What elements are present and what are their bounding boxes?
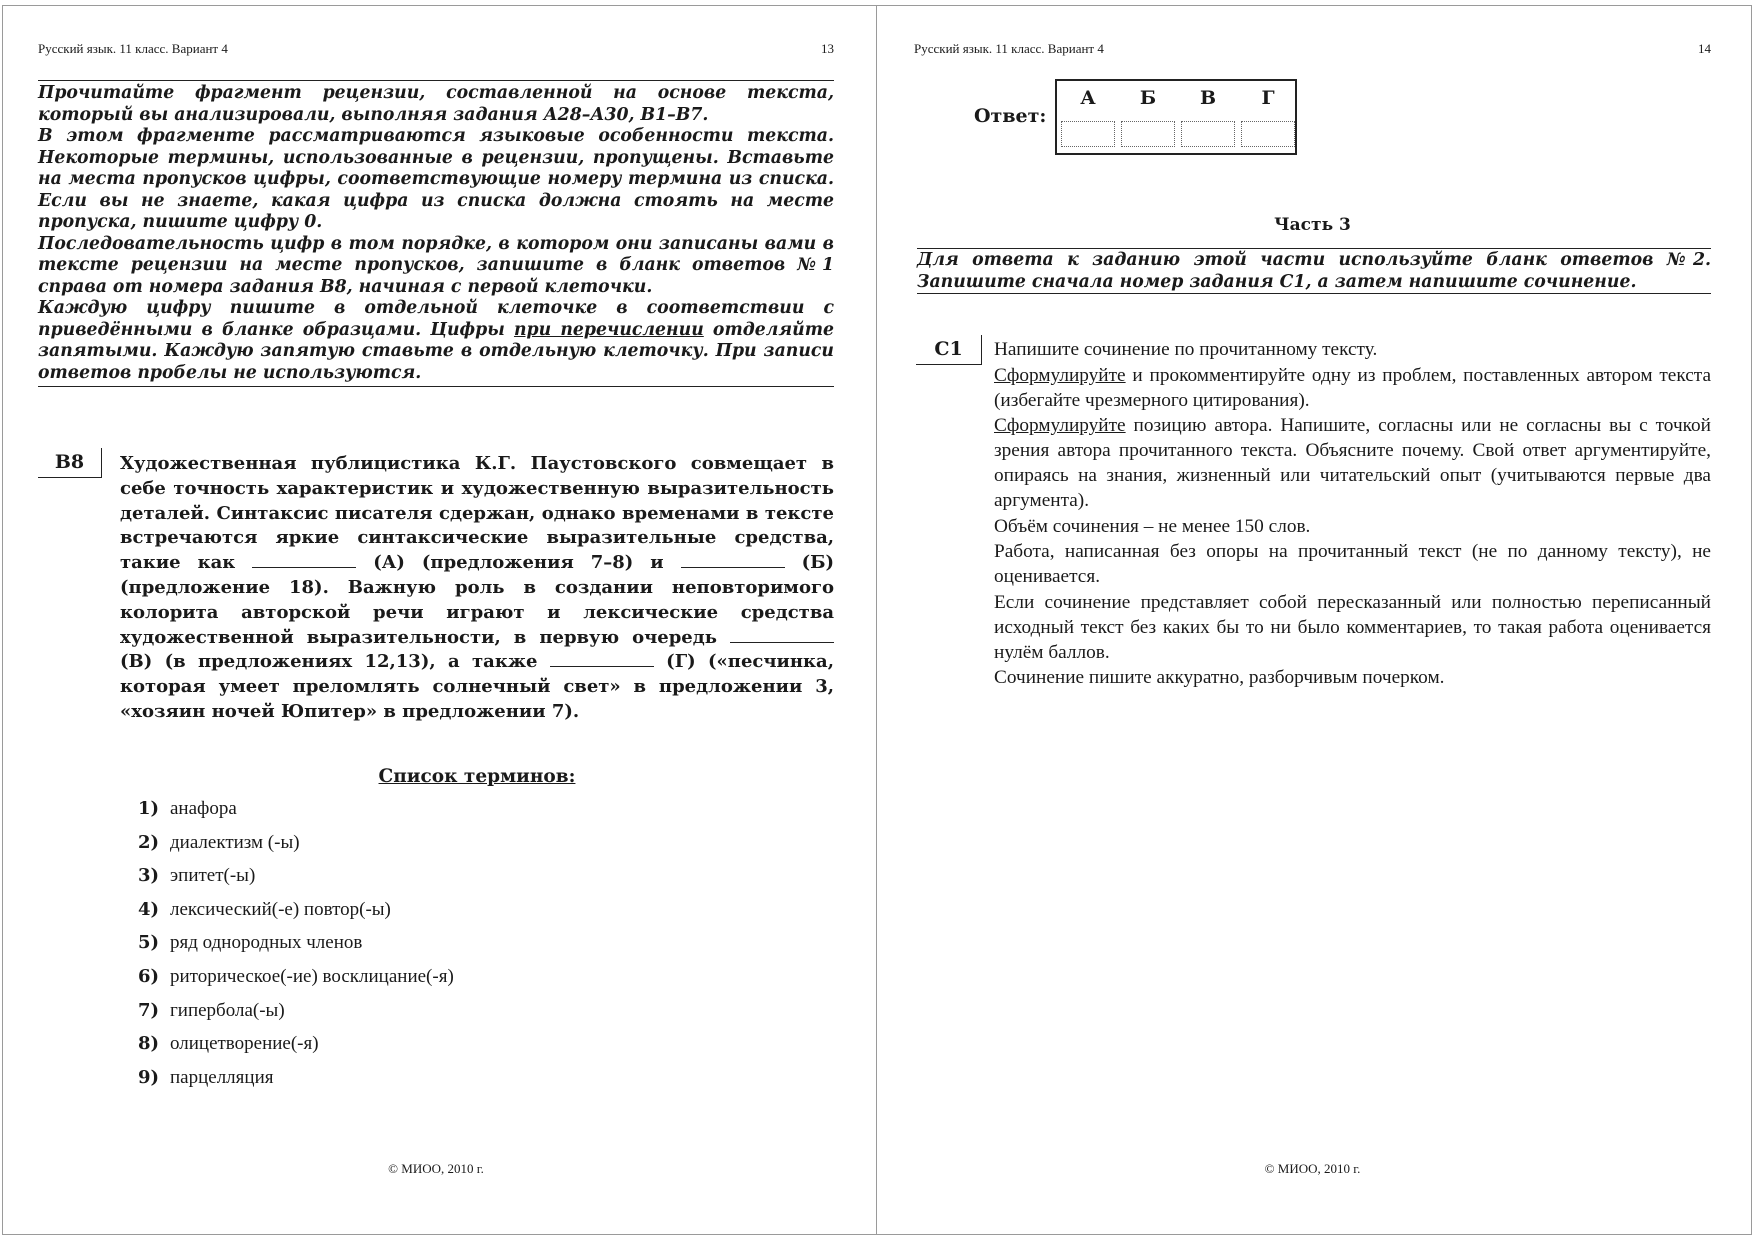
instruction-paragraph: Прочитайте фрагмент рецензии, составленной на основе текста, который вы анализировали, выполняя задания А28–А30, В1–В7. bbox=[38, 83, 834, 125]
term-number: 2) bbox=[138, 831, 160, 853]
answer-column-label: Г bbox=[1261, 87, 1275, 109]
task-c1-text bbox=[994, 338, 1711, 692]
task-underlined: Сформулируйте bbox=[994, 364, 1126, 386]
answer-column-label: А bbox=[1080, 87, 1096, 109]
term-item bbox=[138, 898, 454, 932]
terms-title-text: Список терминов: bbox=[378, 766, 576, 787]
blank-a bbox=[252, 551, 356, 568]
term-text: ряд однородных членов bbox=[170, 932, 363, 954]
part-title: Часть 3 bbox=[1274, 215, 1351, 235]
task-paragraph: Напишите сочинение по прочитанному тексту. bbox=[994, 339, 1378, 360]
page-header bbox=[38, 41, 834, 57]
term-text: риторическое(-ие) восклицание(-я) bbox=[170, 965, 454, 987]
term-text: анафора bbox=[170, 798, 237, 819]
task-label-b8: В8 bbox=[38, 448, 102, 478]
task-text: (Г) («песчинка, которая умеет преломлять солнечный свет» в предложении 3, «хозяин ночей Юпитер» в предложении 7). bbox=[120, 651, 834, 722]
answer-grid bbox=[1055, 79, 1297, 155]
page-number: 13 bbox=[821, 41, 834, 56]
term-number: 7) bbox=[138, 999, 160, 1021]
term-number: 6) bbox=[138, 965, 160, 987]
task-text: позицию автора. Напишите, согласны или не согласны вы с точкой зрения автора прочитанного текста. Объясните почему. Свой ответ аргументируйте, опираясь на знания, жизненный или читательский опыт (учитываются первые два аргумента). bbox=[994, 415, 1711, 511]
task-text: (А) (предложения 7–8) и bbox=[356, 552, 681, 574]
task-paragraph: Работа, написанная без опоры на прочитанный текст (не по данному тексту), не оценивается. bbox=[994, 541, 1711, 588]
terms-title bbox=[120, 766, 834, 787]
page-divider bbox=[876, 5, 877, 1235]
page-number: 14 bbox=[1698, 41, 1711, 56]
right-page bbox=[914, 5, 1711, 1233]
part3-instruction bbox=[917, 248, 1711, 294]
task-text: и прокомментируйте одну из проблем, поставленных автором текста (избегайте чрезмерного цитирования). bbox=[994, 364, 1711, 411]
instruction-text: Каждую цифру пишите в отдельной клеточке в соответствии с приведёнными в бланке образцами. Цифры bbox=[38, 298, 834, 340]
instruction-paragraph bbox=[38, 298, 834, 384]
term-text: эпитет(-ы) bbox=[170, 865, 256, 887]
term-number: 1) bbox=[138, 798, 160, 819]
term-item bbox=[138, 1032, 454, 1066]
task-paragraph: Сочинение пишите аккуратно, разборчивым почерком. bbox=[994, 667, 1445, 689]
blank-g bbox=[550, 650, 654, 667]
page-footer: © МИОО, 2010 г. bbox=[388, 1161, 484, 1176]
term-number: 4) bbox=[138, 898, 160, 920]
answer-cell-v[interactable] bbox=[1181, 121, 1235, 147]
instruction-underlined: при перечислении bbox=[513, 319, 704, 340]
instruction-block bbox=[38, 80, 834, 387]
terms-list bbox=[138, 797, 454, 1099]
term-item bbox=[138, 965, 454, 999]
page-header bbox=[914, 41, 1711, 57]
term-item bbox=[138, 831, 454, 865]
answer-column-label: В bbox=[1199, 87, 1217, 109]
answer-label: Ответ: bbox=[974, 105, 1047, 127]
header-title: Русский язык. 11 класс. Вариант 4 bbox=[914, 41, 1104, 56]
term-item bbox=[138, 797, 454, 831]
blank-b bbox=[681, 551, 785, 568]
blank-v bbox=[730, 626, 834, 643]
task-text: (Б) (предложение 18). Важную роль в создании неповторимого колорита авторской речи играют и лексические средства художественной выразительности, в первую очередь bbox=[120, 552, 834, 648]
term-text: диалектизм (-ы) bbox=[170, 831, 300, 853]
answer-cell-b[interactable] bbox=[1121, 121, 1175, 147]
task-paragraph bbox=[994, 414, 1711, 513]
task-underlined: Сформулируйте bbox=[994, 415, 1126, 437]
task-paragraph: Если сочинение представляет собой пересказанный или полностью переписанный исходный текст без каких бы то ни было комментариев, то такая работа оценивается нулём баллов. bbox=[994, 591, 1711, 663]
left-page bbox=[38, 5, 834, 1233]
term-item bbox=[138, 931, 454, 965]
term-text: парцелляция bbox=[170, 1066, 274, 1088]
term-item bbox=[138, 999, 454, 1033]
instruction-paragraph: Последовательность цифр в том порядке, в котором они записаны вами в тексте рецензии на месте пропусков, запишите в бланк ответов №1 справа от номера задания В8, начиная с первой клеточки. bbox=[38, 233, 834, 297]
instruction-paragraph: Для ответа к заданию этой части используйте бланк ответов №2. Запишите сначала номер задания С1, а затем напишите сочинение. bbox=[917, 250, 1711, 292]
term-text: олицетворение(-я) bbox=[170, 1033, 319, 1055]
term-number: 9) bbox=[138, 1066, 160, 1088]
answer-column-label: Б bbox=[1139, 87, 1157, 109]
instruction-paragraph: В этом фрагменте рассматриваются языковые особенности текста. Некоторые термины, использованные в рецензии, пропущены. Вставьте на места пропусков цифры, соответствующие номеру термина из списка. Если вы не знаете, какая цифра из списка должна стоять на месте пропуска, пишите цифру 0. bbox=[38, 126, 834, 232]
task-text: (В) (в предложениях 12,13), а также bbox=[120, 651, 550, 673]
answer-cell-a[interactable] bbox=[1061, 121, 1115, 147]
term-text: гипербола(-ы) bbox=[170, 999, 285, 1021]
term-number: 5) bbox=[138, 932, 160, 954]
task-b8-text bbox=[120, 452, 834, 725]
instruction-text: отделяйте запятыми. Каждую запятую ставьте в отдельную клеточку. При записи ответов пробелы не используются. bbox=[38, 319, 834, 383]
task-paragraph: Объём сочинения – не менее 150 слов. bbox=[994, 515, 1311, 537]
term-text: лексический(-е) повтор(-ы) bbox=[170, 898, 391, 920]
task-paragraph bbox=[994, 364, 1711, 414]
header-title: Русский язык. 11 класс. Вариант 4 bbox=[38, 41, 228, 56]
answer-cell-g[interactable] bbox=[1241, 121, 1295, 147]
term-number: 8) bbox=[138, 1033, 160, 1055]
task-text: Художественная публицистика К.Г. Паустовского совмещает в себе точность характеристик и художественную выразительность деталей. Синтаксис писателя сдержан, однако временами в тексте встречаются яркие синтаксические выразительные средства, такие как bbox=[120, 453, 834, 574]
term-number: 3) bbox=[138, 865, 160, 887]
page-footer: © МИОО, 2010 г. bbox=[1264, 1161, 1361, 1176]
task-label-c1: С1 bbox=[916, 335, 982, 365]
term-item bbox=[138, 1066, 454, 1100]
term-item bbox=[138, 864, 454, 898]
